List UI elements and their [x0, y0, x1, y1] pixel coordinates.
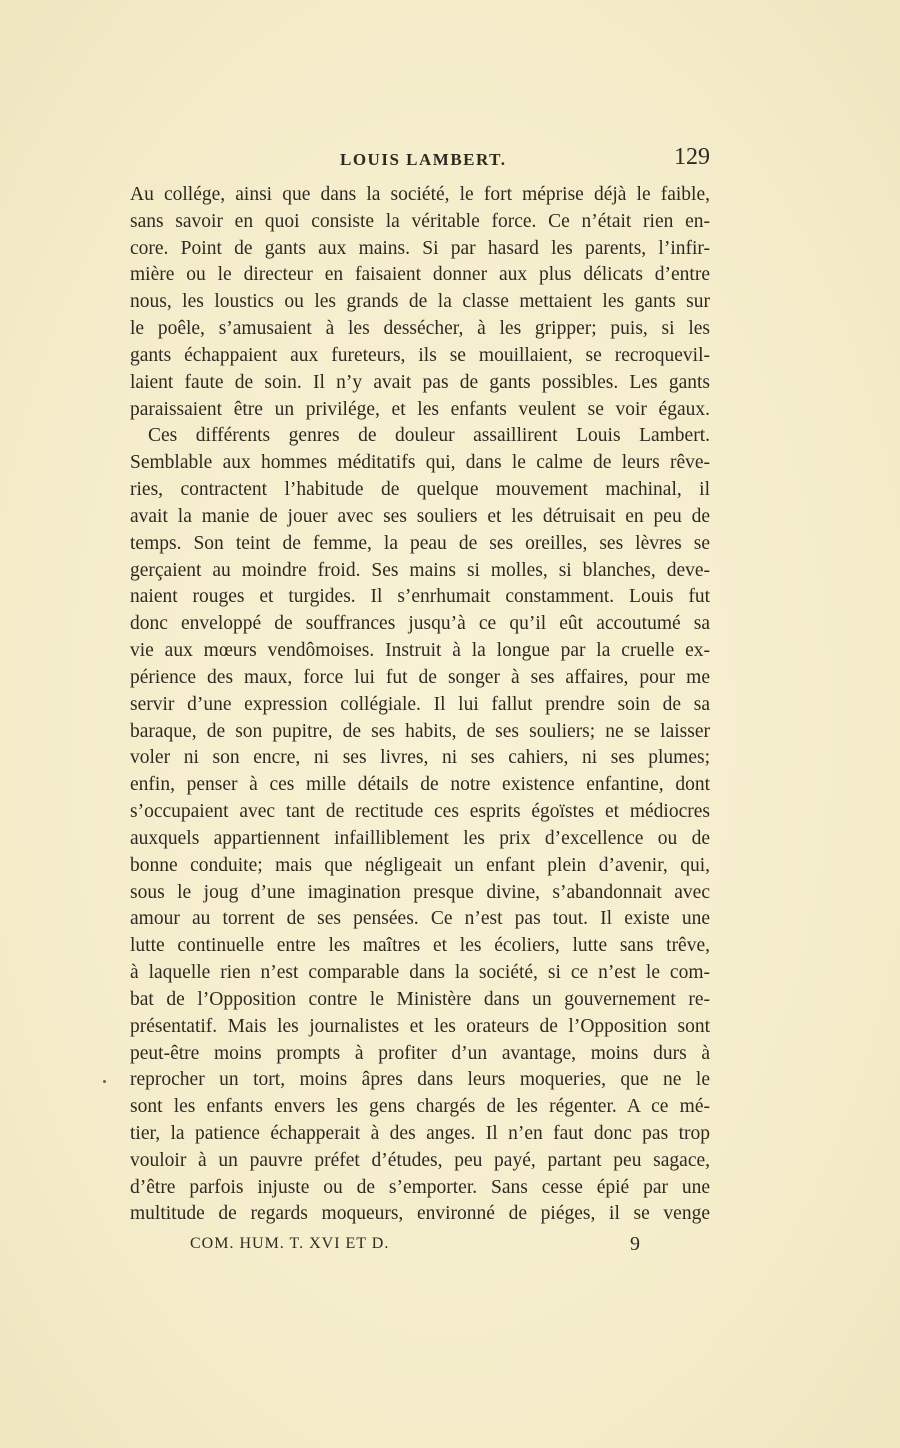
text-line: Au collége, ainsi que dans la société, le fort méprise déjà le faible,	[130, 184, 710, 205]
text-line: présentatif. Mais les journalistes et les orateurs de l’Opposition sont	[130, 1015, 710, 1037]
text-line: servir d’une expression collégiale. Il lui fallut prendre soin de sa	[130, 693, 710, 715]
text-line: sont les enfants envers les gens chargés de les régenter. A ce mé-	[130, 1096, 710, 1118]
text-line: multitude de regards moqueurs, environné de piéges, il se venge	[130, 1203, 710, 1225]
text-line: bat de l’Opposition contre le Ministère dans un gouvernement re-	[130, 988, 710, 1010]
text-line: voler ni son encre, ni ses livres, ni ses cahiers, ni ses plumes;	[130, 747, 710, 769]
text-line: temps. Son teint de femme, la peau de ses oreilles, ses lèvres se	[130, 532, 710, 554]
text-line: s’occupaient avec tant de rectitude ces esprits égoïstes et médiocres	[130, 801, 710, 823]
text-line: sans savoir en quoi consiste la véritable force. Ce n’était rien en-	[130, 210, 710, 232]
text-line: tier, la patience échapperait à des anges. Il n’en faut donc pas trop	[130, 1122, 710, 1144]
text-line: amour au torrent de ses pensées. Ce n’est pas tout. Il existe une	[130, 908, 710, 930]
text-line: naient rouges et turgides. Il s’enrhumait constamment. Louis fut	[130, 586, 710, 608]
text-line: le poêle, s’amusaient à les dessécher, à les gripper; puis, si les	[130, 318, 710, 340]
page-footer	[130, 1233, 710, 1263]
body-text	[130, 182, 710, 1228]
running-title: LOUIS LAMBERT.	[340, 150, 507, 169]
page-header	[130, 144, 710, 180]
text-line: paraissaient être un privilége, et les enfants veulent se voir égaux.	[130, 398, 710, 420]
text-line: à laquelle rien n’est comparable dans la société, si ce n’est le com-	[130, 962, 710, 984]
signature-number: 9	[630, 1233, 640, 1255]
text-line: gants échappaient aux fureteurs, ils se mouillaient, se recroquevil-	[130, 344, 710, 366]
text-line: baraque, de son pupitre, de ses habits, de ses souliers; ne se laisser	[130, 720, 710, 742]
text-line: sous le joug d’une imagination presque divine, s’abandonnait avec	[130, 881, 710, 903]
text-line: Semblable aux hommes méditatifs qui, dans le calme de leurs rêve-	[130, 452, 710, 474]
text-line: core. Point de gants aux mains. Si par hasard les parents, l’infir-	[130, 237, 710, 259]
text-line: Ces différents genres de douleur assaillirent Louis Lambert.	[148, 425, 710, 447]
text-line: vouloir à un pauvre préfet d’études, peu payé, partant peu sagace,	[130, 1149, 710, 1171]
text-line: d’être parfois injuste ou de s’emporter. Sans cesse épié par une	[130, 1176, 710, 1198]
text-line: périence des maux, force lui fut de songer à ses affaires, pour me	[130, 666, 710, 688]
text-line: peut-être moins prompts à profiter d’un avantage, moins durs à	[130, 1042, 710, 1064]
text-line: ries, contractent l’habitude de quelque mouvement machinal, il	[130, 479, 710, 501]
printer-signature: COM. HUM. T. XVI ET D.	[190, 1235, 390, 1252]
text-line: nous, les loustics ou les grands de la classe mettaient les gants sur	[130, 291, 710, 313]
text-line: bonne conduite; mais que négligeait un enfant plein d’avenir, qui,	[130, 854, 710, 876]
text-line: avait la manie de jouer avec ses souliers et les détruisait en peu de	[130, 505, 710, 527]
text-line: enfin, penser à ces mille détails de notre existence enfantine, dont	[130, 774, 710, 796]
text-line: vie aux mœurs vendômoises. Instruit à la longue par la cruelle ex-	[130, 640, 710, 662]
page-number: 129	[674, 144, 710, 170]
text-line: gerçaient au moindre froid. Ses mains si molles, si blanches, deve-	[130, 559, 710, 581]
text-line: laient faute de soin. Il n’y avait pas de gants possibles. Les gants	[130, 371, 710, 393]
text-line: reprocher un tort, moins âpres dans leurs moqueries, que ne le	[130, 1069, 710, 1091]
text-line: donc enveloppé de souffrances jusqu’à ce qu’il eût accoutumé sa	[130, 613, 710, 635]
text-line: auxquels appartiennent infailliblement les prix d’excellence ou de	[130, 827, 710, 849]
ink-speck	[103, 1080, 106, 1083]
text-line: lutte continuelle entre les maîtres et les écoliers, lutte sans trêve,	[130, 935, 710, 957]
text-line: mière ou le directeur en faisaient donner aux plus délicats d’entre	[130, 264, 710, 286]
